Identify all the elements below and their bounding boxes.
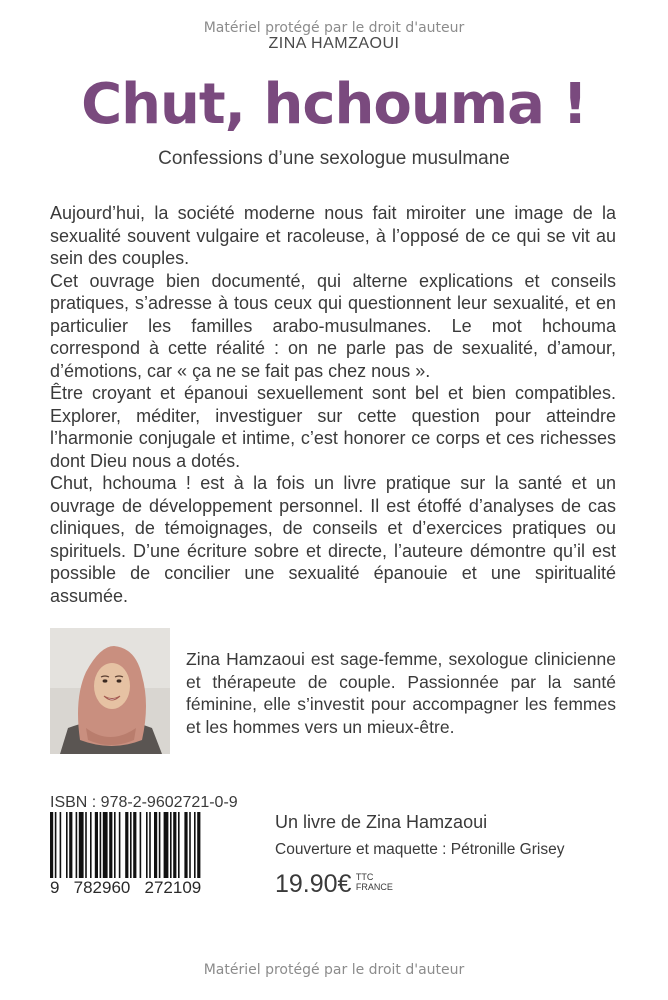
price-tax-label [356,872,393,892]
barcode-bar [170,812,172,878]
barcode-bar [90,812,92,878]
barcode-bar [140,812,142,878]
author-bio: Zina Hamzaoui est sage-femme, sexologue clinicienne et thérapeute de couple. Passionnée par la santé féminine, elle s’investit pour accompagner les femmes et les hommes vers un mieux-être. [186,649,616,737]
price [275,870,393,899]
barcode-bar [119,812,121,878]
barcode-bar [50,812,53,878]
barcode-bar [178,812,180,878]
price-ttc: TTC [355,872,374,882]
barcode-bar [66,812,68,878]
barcode-bar [79,812,84,878]
blurb-paragraph: Chut, hchouma ! est à la fois un livre pratique sur la santé et un ouvrage de développement personnel. Il est étoffé d’analyses de cas cliniques, de témoignages, de conseils et d’exercices pratiques ou spirituels. D’une écriture sobre et directe, l’auteure démontre qu’il est possible de concilier une sexualité épanouie et une spiritualité assumée. [50,473,616,606]
barcode-icon [50,812,260,878]
barcode-bar [100,812,102,878]
publisher-credit: Un livre de Zina Hamzaoui [275,812,488,832]
barcode-bar [154,812,157,878]
barcode-bar [76,812,78,878]
barcode-bar [85,812,87,878]
barcode-bar [164,812,169,878]
barcode-bar [197,812,200,878]
barcode-bar [189,812,191,878]
author-name: ZINA HAMZAOUI [268,35,400,52]
barcode-bar [95,812,98,878]
credits [275,812,635,859]
design-credit: Couverture et maquette : Pétronille Grisey [275,841,565,858]
barcode-bar [125,812,128,878]
barcode-bar [103,812,108,878]
book-subtitle: Confessions d’une sexologue musulmane [158,148,510,169]
barcode-bar [69,812,72,878]
barcode-bar [149,812,151,878]
copyright-watermark-top: Matériel protégé par le droit d'auteur [203,20,465,36]
price-value: 19.90€ [275,870,352,898]
barcode-bar [194,812,196,878]
barcode-digits: 9 782960 272109 [50,878,202,897]
price-country: FRANCE [355,882,393,892]
barcode-bar [130,812,132,878]
barcode-bar [60,812,62,878]
barcode-bar [173,812,176,878]
copyright-watermark-bottom: Matériel protégé par le droit d'auteur [203,962,465,978]
barcode-bar [114,812,116,878]
author-portrait-image [50,628,170,754]
author-photo [50,628,170,754]
blurb-paragraph: Cet ouvrage bien documenté, qui alterne explications et conseils pratiques, s’adresse à tous ceux qui questionnent leur sexualité, et en particulier les familles arabo-musulmanes. Le mot hchouma correspond à cette réalité : on ne parle pas de sexualité, d’amour, d’émotions, car « ça ne se fait pas chez nous ». [50,270,616,381]
barcode-bar [109,812,112,878]
barcode-bar [133,812,136,878]
isbn-number: ISBN : 978-2-9602721-0-9 [50,794,238,811]
barcode-bar [55,812,57,878]
barcode-bar [146,812,148,878]
back-cover-blurb [50,202,616,607]
barcode-bar [184,812,187,878]
blurb-paragraph: Être croyant et épanoui sexuellement sont bel et bien compatibles. Explorer, méditer, investiguer sur cette question pour atteindre l’harmonie conjugale et intime, c’est honorer ce corps et ces richesses dont Dieu nous a dotés. [50,383,616,471]
book-title: Chut, hchouma ! [81,72,587,137]
blurb-paragraph: Aujourd’hui, la société moderne nous fait miroiter une image de la sexualité souvent vulgaire et racoleuse, à l’opposé de ce qui se vit au sein des couples. [50,203,616,268]
barcode-bar [159,812,161,878]
